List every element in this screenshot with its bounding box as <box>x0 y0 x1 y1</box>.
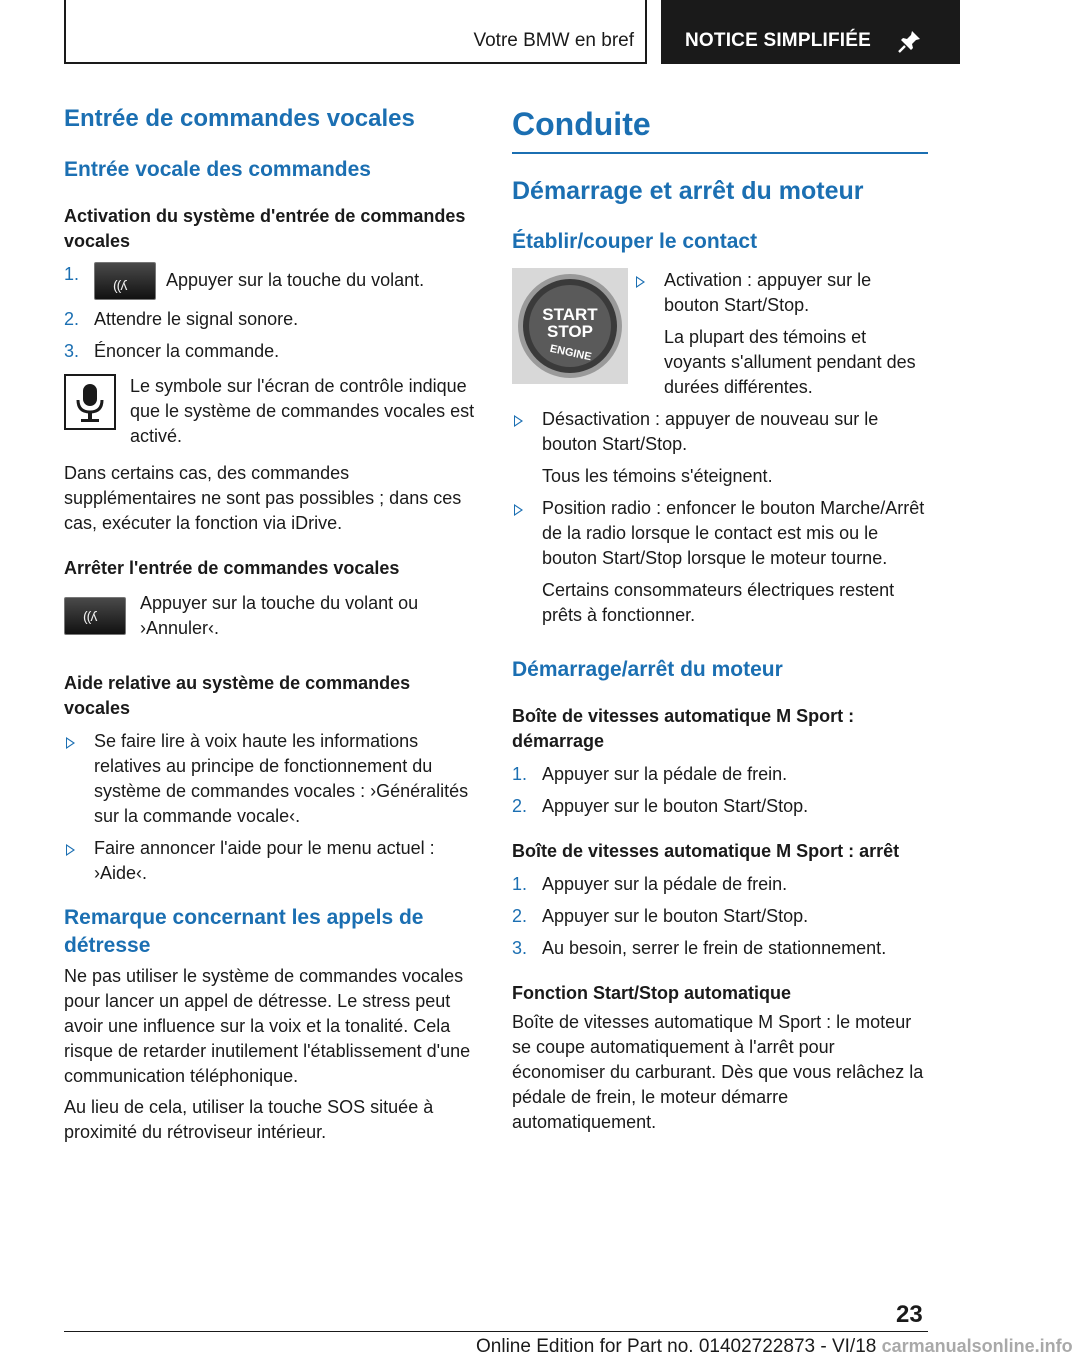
help-text: Faire annoncer l'aide pour le menu actuel : ›Aide‹. <box>94 838 435 883</box>
help-list <box>64 729 476 886</box>
heading-contact: Établir/couper le contact <box>512 230 758 253</box>
step-number: 2. <box>512 796 528 816</box>
heading-voice-input: Entrée vocale des commandes <box>64 158 371 181</box>
engine-label: ENGINE <box>548 342 593 364</box>
step-text: Au besoin, serrer le frein de stationnement. <box>542 938 887 958</box>
heading-help: Aide relative au système de commandes vocales <box>64 673 411 718</box>
footer-divider <box>64 1331 928 1332</box>
contact-list-rest <box>512 407 928 628</box>
step-number: 2. <box>512 906 528 926</box>
start-stop-button-image <box>512 268 628 384</box>
contact-text: Désactivation : appuyer de nouveau sur le bouton Start/Stop. <box>542 409 879 454</box>
triangle-bullet-icon <box>66 844 75 856</box>
list-item <box>64 307 476 332</box>
left-column <box>64 96 476 1145</box>
step-number: 3. <box>512 938 528 958</box>
paragraph-idrive: Dans certains cas, des commandes supplémentaires ne sont pas possibles ; dans ces cas, exécuter la fonction via iDrive. <box>64 463 462 533</box>
contact-text: Activation : appuyer sur le bouton Start/Stop. <box>664 270 872 315</box>
auto-stop-steps <box>512 872 928 961</box>
watermark: carmanualsonline.info <box>881 1336 1073 1356</box>
list-item <box>512 794 928 819</box>
list-item <box>512 496 928 628</box>
contact-text: Position radio : enfoncer le bouton Marche/Arrêt de la radio lorsque le contact est mis ou le bouton Start/Stop lorsque le moteur tourne. <box>542 498 925 568</box>
heading-auto-stop: Boîte de vitesses automatique M Sport : arrêt <box>512 841 900 861</box>
step-text: Appuyer sur le bouton Start/Stop. <box>542 796 809 816</box>
list-item <box>64 339 476 364</box>
list-item <box>512 407 928 489</box>
list-item <box>64 729 476 829</box>
footer-edition <box>476 1336 1073 1358</box>
triangle-bullet-icon <box>514 415 523 427</box>
symbol-note-row <box>64 374 476 449</box>
symbol-note-text: Le symbole sur l'écran de contrôle indique que le système de commandes vocales est activé. <box>130 376 475 446</box>
page-number: 23 <box>896 1301 923 1328</box>
step-number: 2. <box>64 309 80 329</box>
step-text: Appuyer sur le bouton Start/Stop. <box>542 906 809 926</box>
section-title: Votre BMW en bref <box>473 30 634 51</box>
heading-auto-start: Boîte de vitesses automatique M Sport : démarrage <box>512 706 855 751</box>
header-badge <box>661 0 960 64</box>
contact-section <box>512 268 928 400</box>
stop-row <box>64 591 476 641</box>
auto-start-steps <box>512 762 928 819</box>
stop-label: STOP <box>547 322 593 341</box>
triangle-bullet-icon <box>514 504 523 516</box>
list-item <box>634 268 928 400</box>
emergency-paragraph-2: Au lieu de cela, utiliser la touche SOS située à proximité du rétroviseur intérieur. <box>64 1097 434 1142</box>
step-text: Appuyer sur la pédale de frein. <box>542 764 788 784</box>
step-number: 1. <box>512 764 528 784</box>
pin-icon <box>897 28 923 54</box>
list-item <box>512 936 928 961</box>
heading-activation: Activation du système d'entrée de commandes vocales <box>64 206 466 251</box>
heading-auto-start-stop: Fonction Start/Stop automatique <box>512 983 791 1003</box>
step-number: 1. <box>64 264 80 284</box>
stop-text: Appuyer sur la touche du volant ou ›Annuler‹. <box>140 593 419 638</box>
triangle-bullet-icon <box>66 737 75 749</box>
auto-start-stop-text: Boîte de vitesses automatique M Sport : le moteur se coupe automatiquement à l'arrêt pour économiser du carburant. Dès que vous relâchez la pédale de frein, le moteur démarre automatiquement. <box>512 1012 924 1132</box>
heading-voice-commands: Entrée de commandes vocales <box>64 105 415 132</box>
step-text: Énoncer la commande. <box>94 341 280 361</box>
heading-stop: Arrêter l'entrée de commandes vocales <box>64 558 400 578</box>
voice-button-image <box>64 597 126 635</box>
badge-label: NOTICE SIMPLIFIÉE <box>685 30 872 51</box>
edition-text: Online Edition for Part no. 01402722873 - VI/18 <box>476 1336 877 1357</box>
list-item <box>64 836 476 886</box>
step-number: 3. <box>64 341 80 361</box>
activation-steps <box>64 262 476 364</box>
list-item <box>512 762 928 787</box>
start-label: START <box>542 305 598 324</box>
step-text: Appuyer sur la pédale de frein. <box>542 874 788 894</box>
voice-button-image <box>94 262 156 300</box>
voice-icon: ((ʎ <box>83 608 97 624</box>
list-item <box>64 262 476 300</box>
list-item <box>512 872 928 897</box>
voice-icon: ((ʎ <box>113 277 127 293</box>
contact-subtext: Certains consommateurs électriques restent prêts à fonctionner. <box>542 580 895 625</box>
contact-subtext: La plupart des témoins et voyants s'allument pendant des durées différentes. <box>664 327 916 397</box>
heading-emergency: Remarque concernant les appels de détresse <box>64 906 424 957</box>
emergency-paragraph-1: Ne pas utiliser le système de commandes vocales pour lancer un appel de détresse. Le stress peut avoir une influence sur la voix et la tonalité. Cela risque de retarder inutilement l'établissement d'une communication téléphonique. <box>64 966 471 1086</box>
step-text: Appuyer sur la touche du volant. <box>166 269 425 290</box>
heading-start-stop-engine: Démarrage/arrêt du moteur <box>512 658 783 681</box>
list-item <box>512 904 928 929</box>
heading-engine: Démarrage et arrêt du moteur <box>512 177 864 205</box>
triangle-bullet-icon <box>636 276 645 288</box>
contact-list-first <box>634 268 928 400</box>
step-text: Attendre le signal sonore. <box>94 309 299 329</box>
right-column <box>512 96 928 1135</box>
help-text: Se faire lire à voix haute les informations relatives au principe de fonctionnement du système de commandes vocales : ›Généralités sur la commande vocale‹. <box>94 731 469 826</box>
microphone-icon <box>64 374 116 430</box>
chapter-title: Conduite <box>512 104 928 154</box>
contact-subtext: Tous les témoins s'éteignent. <box>542 466 773 486</box>
step-number: 1. <box>512 874 528 894</box>
